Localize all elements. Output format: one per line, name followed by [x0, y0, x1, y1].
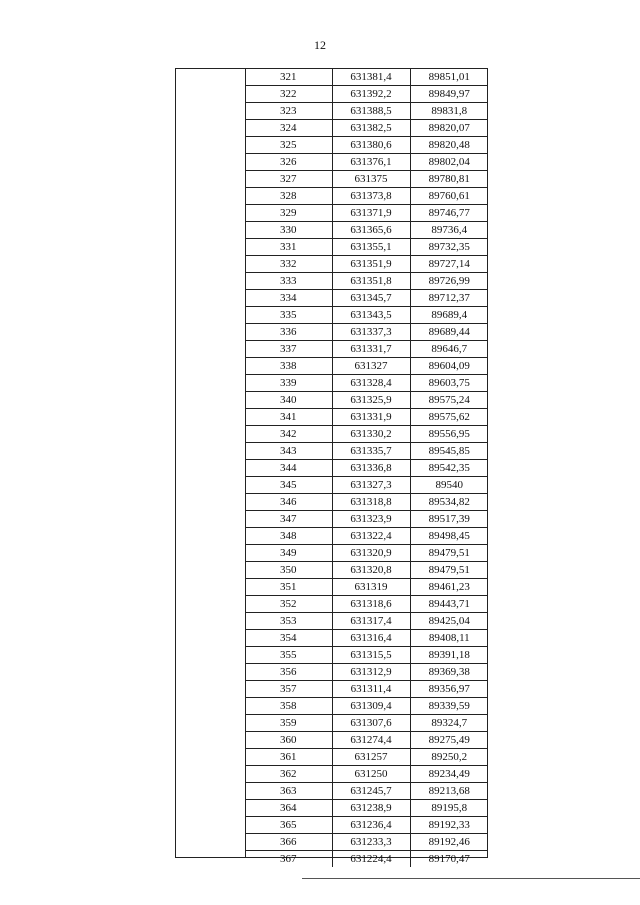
point-number-cell: 350 — [245, 562, 332, 579]
y-coordinate-cell: 89851,01 — [410, 69, 488, 86]
table-row — [245, 273, 488, 290]
x-coordinate-cell: 631323,9 — [332, 511, 410, 528]
x-coordinate-cell: 631319 — [332, 579, 410, 596]
x-coordinate-cell: 631382,5 — [332, 120, 410, 137]
x-coordinate-cell: 631376,1 — [332, 154, 410, 171]
x-coordinate-cell: 631373,8 — [332, 188, 410, 205]
table-row — [245, 545, 488, 562]
table-row — [245, 664, 488, 681]
x-coordinate-cell: 631311,4 — [332, 681, 410, 698]
x-coordinate-cell: 631375 — [332, 171, 410, 188]
y-coordinate-cell: 89575,24 — [410, 392, 488, 409]
x-coordinate-cell: 631365,6 — [332, 222, 410, 239]
point-number-cell: 332 — [245, 256, 332, 273]
point-number-cell: 326 — [245, 154, 332, 171]
point-number-cell: 347 — [245, 511, 332, 528]
point-number-cell: 337 — [245, 341, 332, 358]
x-coordinate-cell: 631336,8 — [332, 460, 410, 477]
y-coordinate-cell: 89575,62 — [410, 409, 488, 426]
point-number-cell: 342 — [245, 426, 332, 443]
x-coordinate-cell: 631355,1 — [332, 239, 410, 256]
x-coordinate-cell: 631257 — [332, 749, 410, 766]
table-row — [245, 154, 488, 171]
point-number-cell: 355 — [245, 647, 332, 664]
point-number-cell: 334 — [245, 290, 332, 307]
table-row — [245, 426, 488, 443]
x-coordinate-cell: 631224,4 — [332, 851, 410, 868]
x-coordinate-cell: 631328,4 — [332, 375, 410, 392]
table-row — [245, 613, 488, 630]
x-coordinate-cell: 631238,9 — [332, 800, 410, 817]
table-row — [245, 171, 488, 188]
y-coordinate-cell: 89689,4 — [410, 307, 488, 324]
table-row — [245, 222, 488, 239]
x-coordinate-cell: 631233,3 — [332, 834, 410, 851]
table-row — [245, 477, 488, 494]
y-coordinate-cell: 89408,11 — [410, 630, 488, 647]
y-coordinate-cell: 89391,18 — [410, 647, 488, 664]
x-coordinate-cell: 631320,9 — [332, 545, 410, 562]
x-coordinate-cell: 631318,8 — [332, 494, 410, 511]
x-coordinate-cell: 631380,6 — [332, 137, 410, 154]
point-number-cell: 333 — [245, 273, 332, 290]
point-number-cell: 340 — [245, 392, 332, 409]
y-coordinate-cell: 89542,35 — [410, 460, 488, 477]
point-number-cell: 365 — [245, 817, 332, 834]
point-number-cell: 339 — [245, 375, 332, 392]
point-number-cell: 327 — [245, 171, 332, 188]
table-row — [245, 358, 488, 375]
y-coordinate-cell: 89556,95 — [410, 426, 488, 443]
table-row — [245, 392, 488, 409]
coordinates-body — [245, 69, 488, 867]
y-coordinate-cell: 89732,35 — [410, 239, 488, 256]
x-coordinate-cell: 631245,7 — [332, 783, 410, 800]
y-coordinate-cell: 89712,37 — [410, 290, 488, 307]
y-coordinate-cell: 89831,8 — [410, 103, 488, 120]
point-number-cell: 354 — [245, 630, 332, 647]
y-coordinate-cell: 89339,59 — [410, 698, 488, 715]
y-coordinate-cell: 89780,81 — [410, 171, 488, 188]
y-coordinate-cell: 89324,7 — [410, 715, 488, 732]
table-row — [245, 681, 488, 698]
table-row — [245, 528, 488, 545]
x-coordinate-cell: 631388,5 — [332, 103, 410, 120]
y-coordinate-cell: 89213,68 — [410, 783, 488, 800]
point-number-cell: 349 — [245, 545, 332, 562]
y-coordinate-cell: 89802,04 — [410, 154, 488, 171]
point-number-cell: 336 — [245, 324, 332, 341]
x-coordinate-cell: 631236,4 — [332, 817, 410, 834]
table-row — [245, 443, 488, 460]
x-coordinate-cell: 631343,5 — [332, 307, 410, 324]
x-coordinate-cell: 631307,6 — [332, 715, 410, 732]
x-coordinate-cell: 631318,6 — [332, 596, 410, 613]
x-coordinate-cell: 631371,9 — [332, 205, 410, 222]
y-coordinate-cell: 89736,4 — [410, 222, 488, 239]
y-coordinate-cell: 89275,49 — [410, 732, 488, 749]
table-row — [245, 817, 488, 834]
y-coordinate-cell: 89234,49 — [410, 766, 488, 783]
x-coordinate-cell: 631320,8 — [332, 562, 410, 579]
x-coordinate-cell: 631309,4 — [332, 698, 410, 715]
point-number-cell: 335 — [245, 307, 332, 324]
y-coordinate-cell: 89192,46 — [410, 834, 488, 851]
point-number-cell: 361 — [245, 749, 332, 766]
y-coordinate-cell: 89727,14 — [410, 256, 488, 273]
x-coordinate-cell: 631274,4 — [332, 732, 410, 749]
coordinates-grid — [245, 69, 488, 867]
y-coordinate-cell: 89849,97 — [410, 86, 488, 103]
y-coordinate-cell: 89517,39 — [410, 511, 488, 528]
table-row — [245, 698, 488, 715]
table-row — [245, 324, 488, 341]
y-coordinate-cell: 89820,48 — [410, 137, 488, 154]
table-row — [245, 103, 488, 120]
table-row — [245, 341, 488, 358]
x-coordinate-cell: 631381,4 — [332, 69, 410, 86]
y-coordinate-cell: 89461,23 — [410, 579, 488, 596]
point-number-cell: 343 — [245, 443, 332, 460]
table-row — [245, 851, 488, 868]
y-coordinate-cell: 89425,04 — [410, 613, 488, 630]
y-coordinate-cell: 89726,99 — [410, 273, 488, 290]
merged-label-column — [176, 69, 246, 857]
point-number-cell: 346 — [245, 494, 332, 511]
y-coordinate-cell: 89498,45 — [410, 528, 488, 545]
table-row — [245, 834, 488, 851]
table-row — [245, 239, 488, 256]
y-coordinate-cell: 89192,33 — [410, 817, 488, 834]
table-row — [245, 307, 488, 324]
point-number-cell: 338 — [245, 358, 332, 375]
point-number-cell: 321 — [245, 69, 332, 86]
x-coordinate-cell: 631312,9 — [332, 664, 410, 681]
table-row — [245, 511, 488, 528]
x-coordinate-cell: 631315,5 — [332, 647, 410, 664]
x-coordinate-cell: 631330,2 — [332, 426, 410, 443]
table-row — [245, 749, 488, 766]
y-coordinate-cell: 89604,09 — [410, 358, 488, 375]
table-row — [245, 205, 488, 222]
table-row — [245, 409, 488, 426]
point-number-cell: 362 — [245, 766, 332, 783]
x-coordinate-cell: 631335,7 — [332, 443, 410, 460]
table-row — [245, 766, 488, 783]
point-number-cell: 328 — [245, 188, 332, 205]
x-coordinate-cell: 631325,9 — [332, 392, 410, 409]
point-number-cell: 353 — [245, 613, 332, 630]
point-number-cell: 329 — [245, 205, 332, 222]
x-coordinate-cell: 631322,4 — [332, 528, 410, 545]
point-number-cell: 324 — [245, 120, 332, 137]
point-number-cell: 345 — [245, 477, 332, 494]
point-number-cell: 360 — [245, 732, 332, 749]
y-coordinate-cell: 89369,38 — [410, 664, 488, 681]
table-row — [245, 579, 488, 596]
table-row — [245, 800, 488, 817]
point-number-cell: 357 — [245, 681, 332, 698]
page-number: 12 — [314, 38, 326, 52]
y-coordinate-cell: 89250,2 — [410, 749, 488, 766]
table-row — [245, 375, 488, 392]
x-coordinate-cell: 631351,8 — [332, 273, 410, 290]
table-row — [245, 562, 488, 579]
y-coordinate-cell: 89689,44 — [410, 324, 488, 341]
table-row — [245, 460, 488, 477]
x-coordinate-cell: 631250 — [332, 766, 410, 783]
point-number-cell: 352 — [245, 596, 332, 613]
x-coordinate-cell: 631331,9 — [332, 409, 410, 426]
x-coordinate-cell: 631331,7 — [332, 341, 410, 358]
y-coordinate-cell: 89195,8 — [410, 800, 488, 817]
y-coordinate-cell: 89545,85 — [410, 443, 488, 460]
table-row — [245, 494, 488, 511]
y-coordinate-cell: 89760,61 — [410, 188, 488, 205]
y-coordinate-cell: 89820,07 — [410, 120, 488, 137]
y-coordinate-cell: 89540 — [410, 477, 488, 494]
x-coordinate-cell: 631345,7 — [332, 290, 410, 307]
point-number-cell: 356 — [245, 664, 332, 681]
y-coordinate-cell: 89356,97 — [410, 681, 488, 698]
point-number-cell: 363 — [245, 783, 332, 800]
x-coordinate-cell: 631327 — [332, 358, 410, 375]
table-row — [245, 715, 488, 732]
table-row — [245, 732, 488, 749]
table-row — [245, 69, 488, 86]
table-row — [245, 137, 488, 154]
point-number-cell: 359 — [245, 715, 332, 732]
x-coordinate-cell: 631316,4 — [332, 630, 410, 647]
point-number-cell: 325 — [245, 137, 332, 154]
table-row — [245, 596, 488, 613]
x-coordinate-cell: 631351,9 — [332, 256, 410, 273]
y-coordinate-cell: 89646,7 — [410, 341, 488, 358]
point-number-cell: 330 — [245, 222, 332, 239]
table-row — [245, 256, 488, 273]
y-coordinate-cell: 89479,51 — [410, 562, 488, 579]
x-coordinate-cell: 631392,2 — [332, 86, 410, 103]
point-number-cell: 358 — [245, 698, 332, 715]
x-coordinate-cell: 631327,3 — [332, 477, 410, 494]
point-number-cell: 364 — [245, 800, 332, 817]
y-coordinate-cell: 89443,71 — [410, 596, 488, 613]
y-coordinate-cell: 89170,47 — [428, 853, 470, 865]
point-number-cell: 366 — [245, 834, 332, 851]
point-number-cell: 322 — [245, 86, 332, 103]
y-coordinate-cell: 89534,82 — [410, 494, 488, 511]
x-coordinate-cell: 631337,3 — [332, 324, 410, 341]
y-coordinate-cell: 89603,75 — [410, 375, 488, 392]
coordinates-table — [175, 68, 488, 865]
table-row — [245, 290, 488, 307]
table-row — [245, 86, 488, 103]
point-number-cell: 367 — [245, 851, 332, 868]
table-row — [245, 783, 488, 800]
point-number-cell: 323 — [245, 103, 332, 120]
point-number-cell: 341 — [245, 409, 332, 426]
table-row — [245, 647, 488, 664]
table-row — [245, 188, 488, 205]
point-number-cell: 351 — [245, 579, 332, 596]
footer-divider — [302, 878, 640, 879]
table-row — [245, 120, 488, 137]
y-coordinate-cell: 89746,77 — [410, 205, 488, 222]
point-number-cell: 331 — [245, 239, 332, 256]
y-coordinate-cell: 89479,51 — [410, 545, 488, 562]
x-coordinate-cell: 631317,4 — [332, 613, 410, 630]
table-row — [245, 630, 488, 647]
point-number-cell: 344 — [245, 460, 332, 477]
point-number-cell: 348 — [245, 528, 332, 545]
